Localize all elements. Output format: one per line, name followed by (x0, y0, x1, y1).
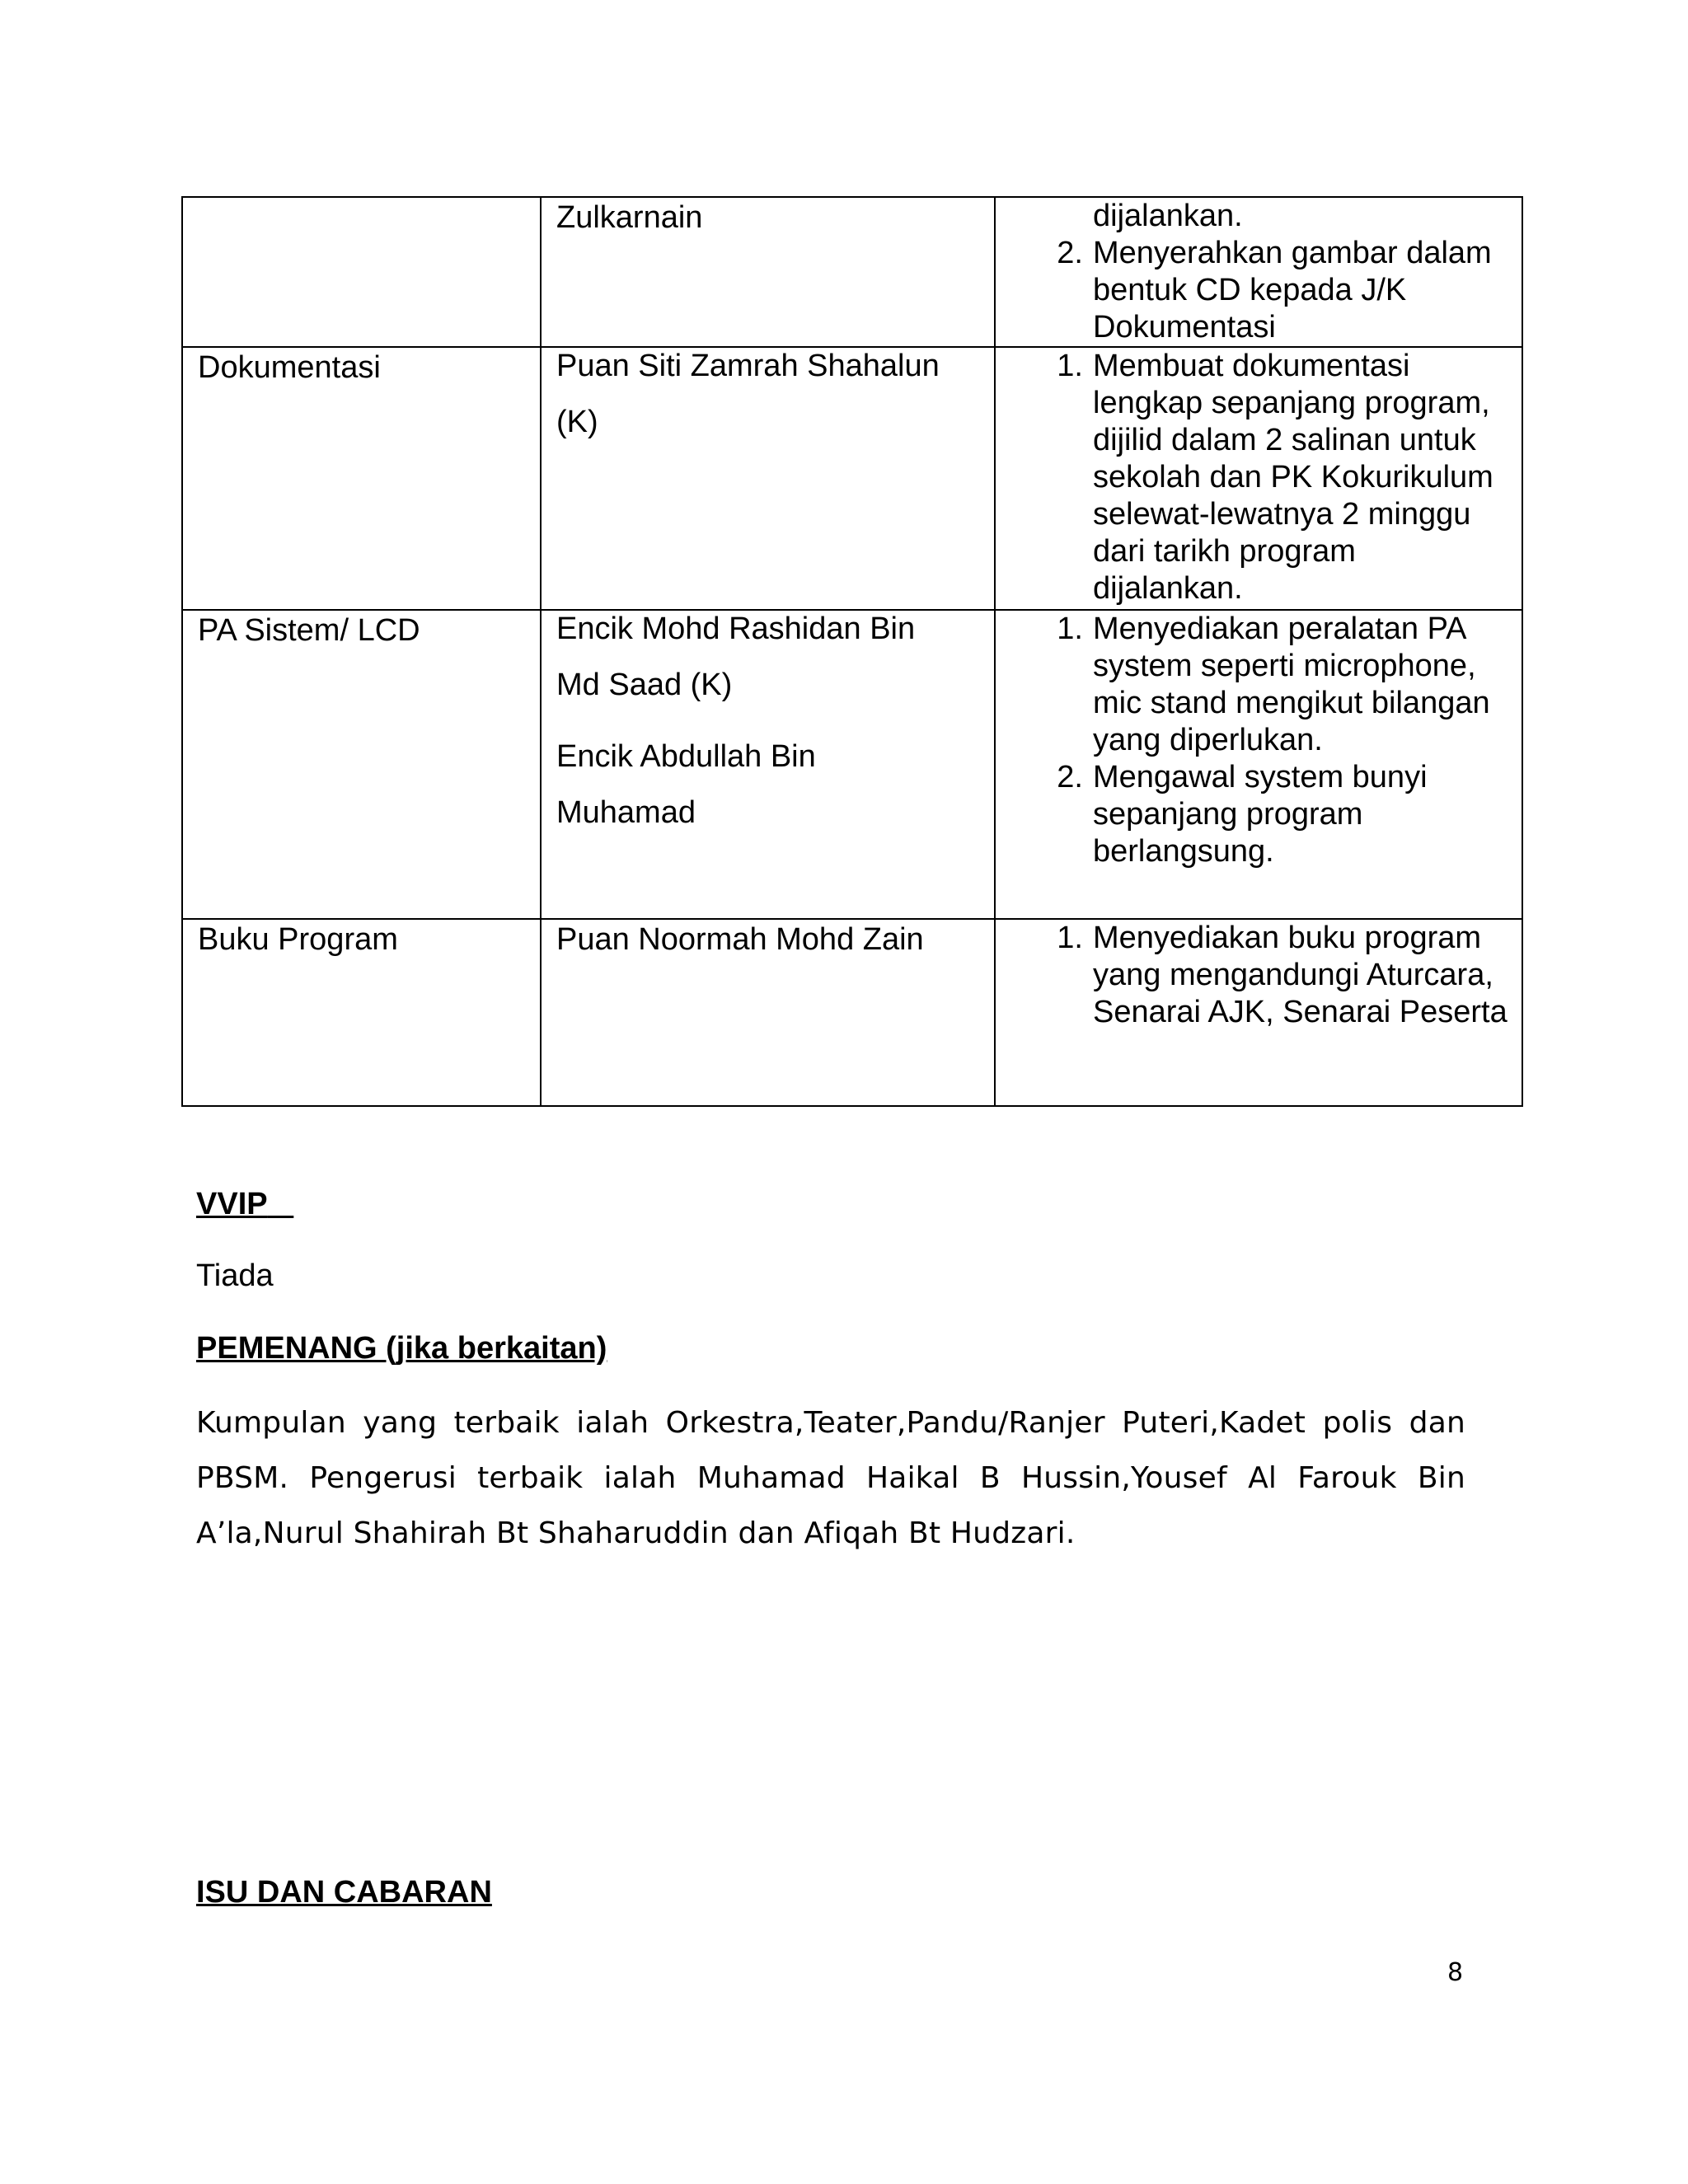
tasks-cell (995, 347, 1522, 610)
table-row (182, 197, 1522, 347)
member-name: Puan Noormah Mohd Zain (556, 922, 924, 957)
task-number: 1. (1057, 349, 1083, 383)
pemenang-heading: PEMENANG (jika berkaitan) (196, 1331, 607, 1366)
task-item (996, 611, 1508, 759)
role-cell (182, 610, 541, 919)
role-cell (182, 919, 541, 1106)
task-text: Menyerahkan gambar dalam bentuk CD kepada J/K Dokumentasi (1093, 236, 1492, 344)
task-item (996, 348, 1508, 607)
table-row (182, 347, 1522, 610)
tasks-cell (995, 919, 1522, 1106)
task-text: Menyediakan buku program yang mengandungi Aturcara, Senarai AJK, Senarai Peserta (1093, 921, 1507, 1029)
table-row (182, 610, 1522, 919)
page-number: 8 (1447, 1958, 1464, 1987)
task-list (996, 348, 1522, 607)
tasks-cell (995, 197, 1522, 347)
names-cell (541, 610, 995, 919)
member-name: Encik Abdullah Bin (556, 739, 816, 774)
role-text: PA Sistem/ LCD (198, 613, 420, 648)
role-text: Buku Program (198, 922, 398, 957)
task-item (996, 759, 1508, 870)
role-cell (182, 347, 541, 610)
task-list (996, 611, 1522, 870)
task-list (996, 198, 1522, 346)
role-text (183, 198, 540, 199)
task-text: Menyediakan peralatan PA system seperti microphone, mic stand mengikut bilangan yang diperlukan. (1093, 612, 1490, 757)
task-text: Membuat dokumentasi lengkap sepanjang program, dijilid dalam 2 salinan untuk sekolah dan PK Kokurikulum selewat-lewatnya 2 minggu dari tarikh program dijalankan. (1093, 349, 1493, 606)
member-name: Encik Mohd Rashidan Bin (556, 612, 916, 646)
table-row (182, 919, 1522, 1106)
names-cell (541, 347, 995, 610)
names-cell (541, 197, 995, 347)
member-name: Md Saad (K) (556, 668, 733, 702)
pemenang-paragraph: Kumpulan yang terbaik ialah Orkestra,Teater,Pandu/Ranjer Puteri,Kadet polis dan PBSM. Pengerusi terbaik ialah Muhamad Haikal B Hussin,Yousef Al Farouk Bin A’la,Nurul Shahirah Bt Shaharuddin dan Afiqah Bt Hudzari. (196, 1406, 1465, 1550)
task-number: 2. (1057, 760, 1083, 794)
role-cell (182, 197, 541, 347)
task-continuation: dijalankan. (1093, 199, 1243, 233)
task-item (996, 235, 1508, 346)
task-number: 2. (1057, 236, 1083, 270)
task-number: 1. (1057, 612, 1083, 646)
vvip-heading: VVIP (196, 1187, 268, 1221)
member-name: Muhamad (556, 795, 696, 830)
task-text: Mengawal system bunyi sepanjang program berlangsung. (1093, 760, 1428, 869)
role-text: Dokumentasi (198, 350, 381, 385)
vvip-text: Tiada (196, 1258, 274, 1293)
member-name: Zulkarnain (556, 200, 703, 235)
committee-duties-table (181, 196, 1523, 1107)
names-cell (541, 919, 995, 1106)
member-name: Puan Siti Zamrah Shahalun (556, 349, 940, 383)
isu-cabaran-heading: ISU DAN CABARAN (196, 1875, 492, 1910)
task-list (996, 920, 1522, 1031)
member-name: (K) (556, 405, 598, 439)
task-number: 1. (1057, 921, 1083, 955)
tasks-cell (995, 610, 1522, 919)
task-item (996, 920, 1508, 1031)
